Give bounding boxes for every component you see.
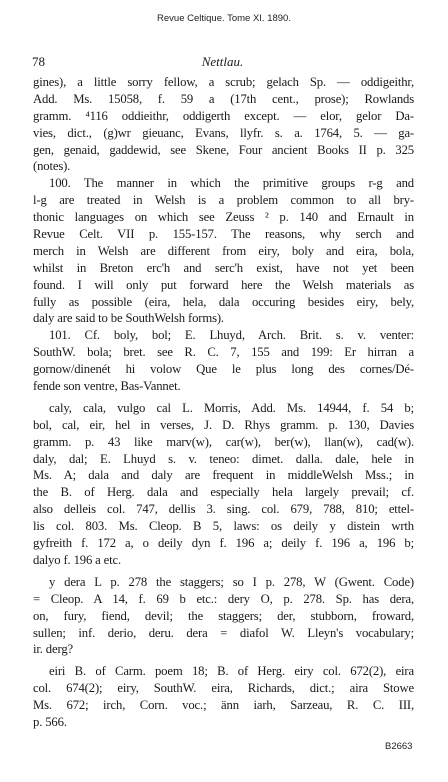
text-line: p. 566. [33, 714, 67, 729]
text-line: whilst in Breton erc'h and serc'h exist, have not yet been [33, 260, 414, 275]
text-line: gramm. ⁴116 oddieithr, oddigerth except. — elor, gelor Da- [33, 108, 414, 123]
text-line: thonic languages on which see Zeuss ² p. 140 and Ernault in [33, 210, 414, 225]
paragraph [33, 663, 414, 731]
page-number: 78 [32, 54, 45, 69]
text-line: daly, dal; E. Lhuyd s. v. teneo: dimet. dalla. dale, hele in [33, 451, 414, 466]
text-line: gen, genaid, gaddewid, see Skene, Four ancient Books II p. 325 [33, 142, 414, 157]
text-line: bol, cal, eir, hel in verses, J. D. Rhys gramm. p. 130, Davies [33, 417, 414, 432]
text-line: l-g are treated in Welsh is a problem common to all bry- [33, 193, 414, 208]
text-line: 100. The manner in which the primitive groups r-g and [49, 176, 414, 191]
text-line: gornow/dinenét hi volow Que le plus long des cornes/Dé- [33, 362, 414, 377]
text-line: fende son ventre, Bas-Vannet. [33, 379, 181, 394]
text-line: dalyo f. 196 a etc. [33, 552, 122, 567]
paragraph [33, 400, 414, 569]
text-line: Revue Celt. VII p. 155-157. The reasons, why serch and [33, 227, 414, 242]
text-line: ir. derg? [33, 642, 73, 657]
text-line: col. 674(2); eiry, SouthW. eira, Richards, dict.; aira Stowe [33, 681, 414, 696]
running-title: Nettlau. [201, 54, 244, 69]
journal-banner: Revue Celtique. Tome XI. 1890. [157, 13, 291, 24]
text-line: y dera L p. 278 the staggers; so I p. 278, W (Gwent. Code) [49, 574, 414, 589]
paragraph [33, 175, 414, 327]
text-line: 101. Cf. boly, bol; E. Lhuyd, Arch. Brit. s. v. venter: [49, 328, 414, 343]
text-line: gramm. p. 43 like marv(w), car(w), ber(w), llan(w), cad(w). [33, 434, 414, 449]
text-line: found. I will only put forward here the Welsh materials as [33, 277, 414, 292]
text-line: SouthW. bola; bret. see R. C. 7, 155 and 199: Er hirran a [33, 345, 414, 360]
text-line: fully as possible (eira, hela, dala occuring besides eiry, bely, [33, 294, 414, 309]
paragraph [33, 574, 414, 658]
text-line: the B. of Herg. dala and especially hela largely prevail; cf. [33, 485, 414, 500]
text-line: Add. Ms. 15058, f. 59 a (17th cent., prose); Rowlands [33, 91, 414, 106]
text-line: = Cleop. A 14, f. 69 b etc.: dery O, p. 278. Sp. has dera, [33, 591, 414, 606]
paragraph [33, 74, 414, 175]
text-line: Ms. A; dala and daly are frequent in middleWelsh Mss.; in [33, 468, 414, 483]
text-line: sullen; inf. derio, deru. dera = diafol W. Lleyn's vocabulary; [33, 625, 414, 640]
document-code: B2663 [385, 741, 413, 752]
text-line: (notes). [33, 159, 71, 174]
text-line: vies, dict., (g)wr gieuanc, Evans, llyfr. s. a. 1764, 5. — ga- [33, 125, 414, 140]
text-line: lis col. 803. Ms. Cleop. B 5, laws: os deily y distein wrth [33, 519, 414, 534]
text-line: caly, cala, vulgo cal L. Morris, Add. Ms. 14944, f. 54 b; [49, 400, 414, 415]
text-line: on, fury, fiend, devil; the staggers; der, stubborn, froward, [33, 608, 414, 623]
text-line: gyfreith f. 172 a, o deily dyn f. 196 a; deily f. 196 a, 196 b; [33, 536, 414, 551]
text-line: eiri B. of Carm. poem 18; B. of Herg. eiry col. 672(2), eira [49, 664, 414, 679]
running-header [32, 54, 413, 70]
article-body [33, 74, 414, 731]
text-line: merch in Welsh are different from eiry, boly and eira, bola, [33, 243, 414, 258]
paragraph [33, 327, 414, 395]
text-line: daly are said to be SouthWelsh forms). [33, 311, 224, 326]
text-line: also delleis col. 747, dellis 3. sing. col. 679, 788, 810; ettel- [33, 502, 414, 517]
text-line: gines), a little sorry fellow, a scrub; gelach Sp. — oddigeithr, [33, 75, 414, 89]
text-line: Ms. 672; irch, Corn. voc.; änn iarh, Sarzeau, R. C. III, [33, 698, 414, 713]
